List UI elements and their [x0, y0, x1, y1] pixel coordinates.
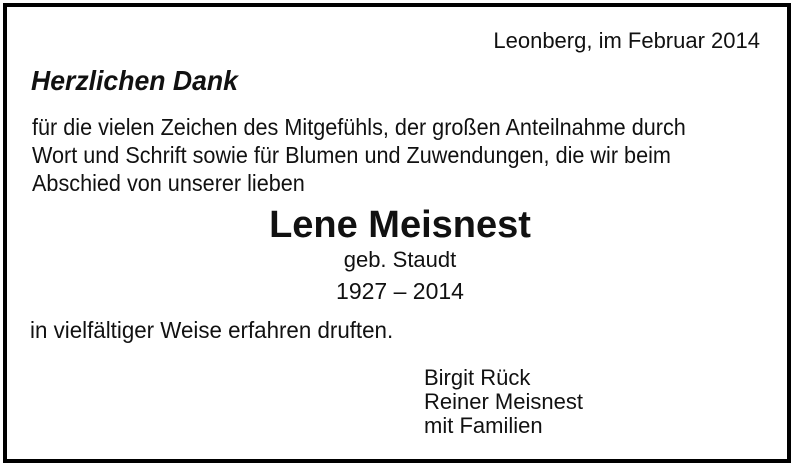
dateline: Leonberg, im Februar 2014 — [493, 28, 760, 53]
signature-line: Reiner Meisnest — [424, 389, 583, 414]
deceased-block — [0, 206, 800, 303]
signature-line: Birgit Rück — [424, 365, 531, 390]
thank-you-heading: Herzlichen Dank — [31, 65, 238, 96]
deceased-birth-name: geb. Staudt — [343, 247, 457, 272]
deceased-name: Lene Meisnest — [269, 204, 531, 246]
signature-line: mit Familien — [424, 413, 543, 438]
body-line: Abschied von unserer lieben — [32, 170, 305, 196]
closing-line: in vielfältiger Weise erfahren druften. — [30, 317, 394, 343]
body-line: für die vielen Zeichen des Mitgefühls, der großen Anteilnahme durch — [32, 114, 686, 140]
signature-block — [424, 366, 583, 438]
deceased-years: 1927 – 2014 — [336, 278, 464, 304]
body-line: Wort und Schrift sowie für Blumen und Zuwendungen, die wir beim — [32, 142, 671, 168]
body-paragraph — [32, 113, 686, 197]
